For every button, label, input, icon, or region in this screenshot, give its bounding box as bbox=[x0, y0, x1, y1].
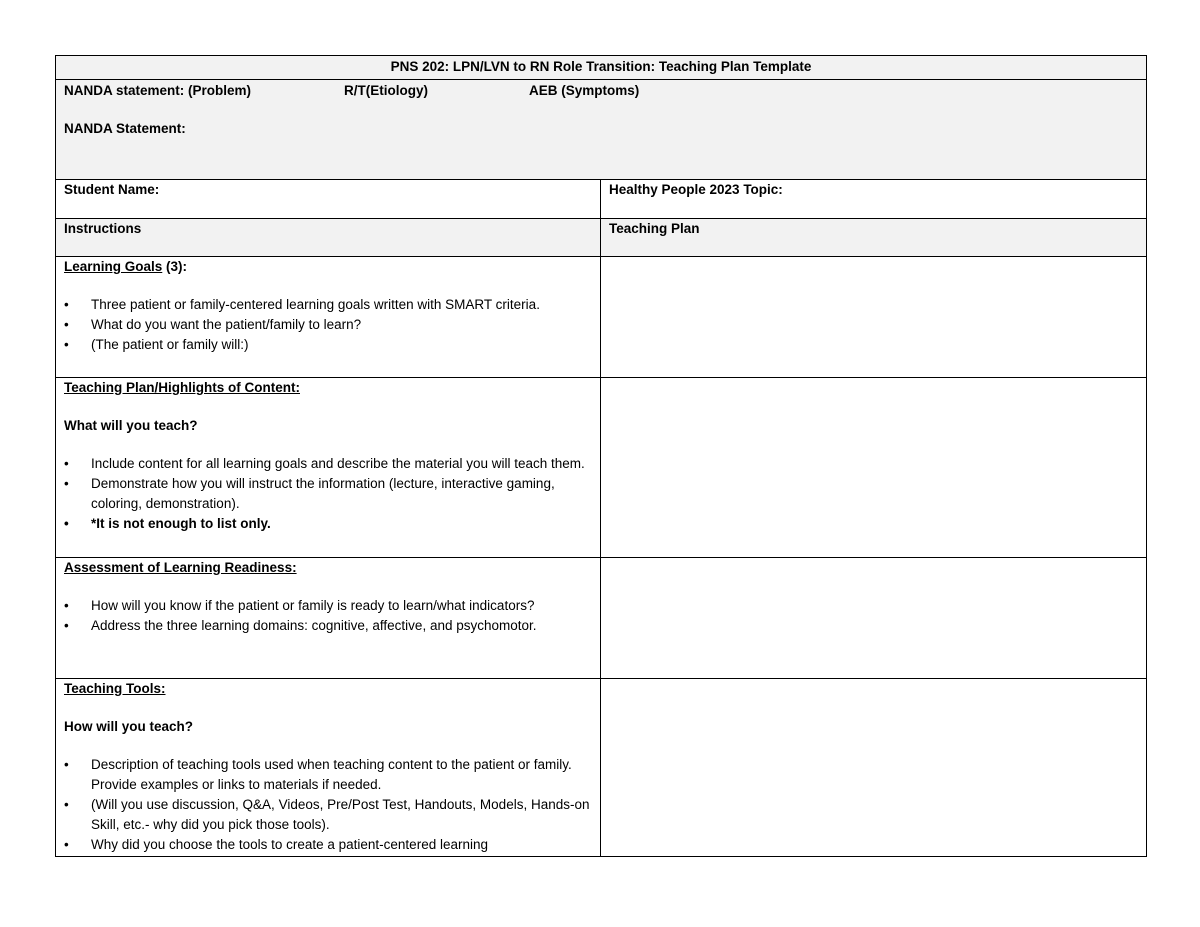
tools-instructions bbox=[56, 679, 601, 857]
nanda-statement-label: NANDA Statement: bbox=[64, 121, 186, 136]
readiness-heading: Assessment of Learning Readiness: bbox=[64, 560, 297, 575]
teaching-content-heading: Teaching Plan/Highlights of Content: bbox=[64, 380, 300, 395]
readiness-instructions bbox=[56, 558, 601, 679]
list-item: • What do you want the patient/family to learn? bbox=[64, 315, 591, 335]
learning-goals-plan-cell[interactable] bbox=[601, 257, 1147, 378]
nanda-cell bbox=[56, 80, 1147, 180]
list-item: • Description of teaching tools used when teaching content to the patient or family. Provide examples or links to materials if needed. bbox=[64, 755, 591, 795]
learning-goals-list bbox=[64, 295, 592, 355]
list-item: • Include content for all learning goals and describe the material you will teach them. bbox=[64, 454, 591, 474]
readiness-row bbox=[56, 558, 1147, 679]
teaching-plan-header: Teaching Plan bbox=[601, 219, 1147, 257]
teaching-content-list bbox=[64, 454, 592, 534]
list-item: • (The patient or family will:) bbox=[64, 335, 591, 355]
list-item: • How will you know if the patient or family is ready to learn/what indicators? bbox=[64, 596, 591, 616]
tools-plan-cell[interactable] bbox=[601, 679, 1147, 857]
student-row bbox=[56, 180, 1147, 219]
teaching-content-question: What will you teach? bbox=[64, 418, 198, 433]
readiness-list bbox=[64, 596, 592, 636]
nanda-symptoms-label: AEB (Symptoms) bbox=[529, 83, 640, 98]
nanda-etiology-label: R/T(Etiology) bbox=[344, 83, 428, 98]
list-item: • *It is not enough to list only. bbox=[64, 514, 591, 534]
student-name-label: Student Name: bbox=[56, 180, 601, 219]
title-row bbox=[56, 56, 1147, 80]
teaching-plan-page bbox=[55, 55, 1146, 857]
learning-goals-suffix: (3): bbox=[162, 259, 188, 274]
learning-goals-instructions bbox=[56, 257, 601, 378]
tools-question: How will you teach? bbox=[64, 719, 194, 734]
tools-row bbox=[56, 679, 1147, 857]
nanda-row bbox=[56, 80, 1147, 180]
readiness-plan-cell[interactable] bbox=[601, 558, 1147, 679]
list-item: • Why did you choose the tools to create a patient-centered learning bbox=[64, 835, 591, 855]
instructions-header: Instructions bbox=[56, 219, 601, 257]
teaching-plan-table bbox=[55, 55, 1147, 857]
nanda-problem-label: NANDA statement: (Problem) bbox=[64, 83, 252, 98]
teaching-content-plan-cell[interactable] bbox=[601, 378, 1147, 558]
healthy-people-topic-label: Healthy People 2023 Topic: bbox=[601, 180, 1147, 219]
list-item: • Demonstrate how you will instruct the information (lecture, interactive gaming, coloring, demonstration). bbox=[64, 474, 591, 514]
teaching-content-instructions bbox=[56, 378, 601, 558]
learning-goals-heading: Learning Goals bbox=[64, 259, 163, 274]
learning-goals-row bbox=[56, 257, 1147, 378]
list-item: • (Will you use discussion, Q&A, Videos, Pre/Post Test, Handouts, Models, Hands-on Skill, etc.- why did you pick those tools). bbox=[64, 795, 591, 835]
tools-heading: Teaching Tools: bbox=[64, 681, 166, 696]
tools-list bbox=[64, 755, 592, 855]
list-item: • Three patient or family-centered learning goals written with SMART criteria. bbox=[64, 295, 591, 315]
column-header-row bbox=[56, 219, 1147, 257]
teaching-content-row bbox=[56, 378, 1147, 558]
document-title: PNS 202: LPN/LVN to RN Role Transition: Teaching Plan Template bbox=[56, 56, 1147, 80]
list-item: • Address the three learning domains: cognitive, affective, and psychomotor. bbox=[64, 616, 591, 636]
